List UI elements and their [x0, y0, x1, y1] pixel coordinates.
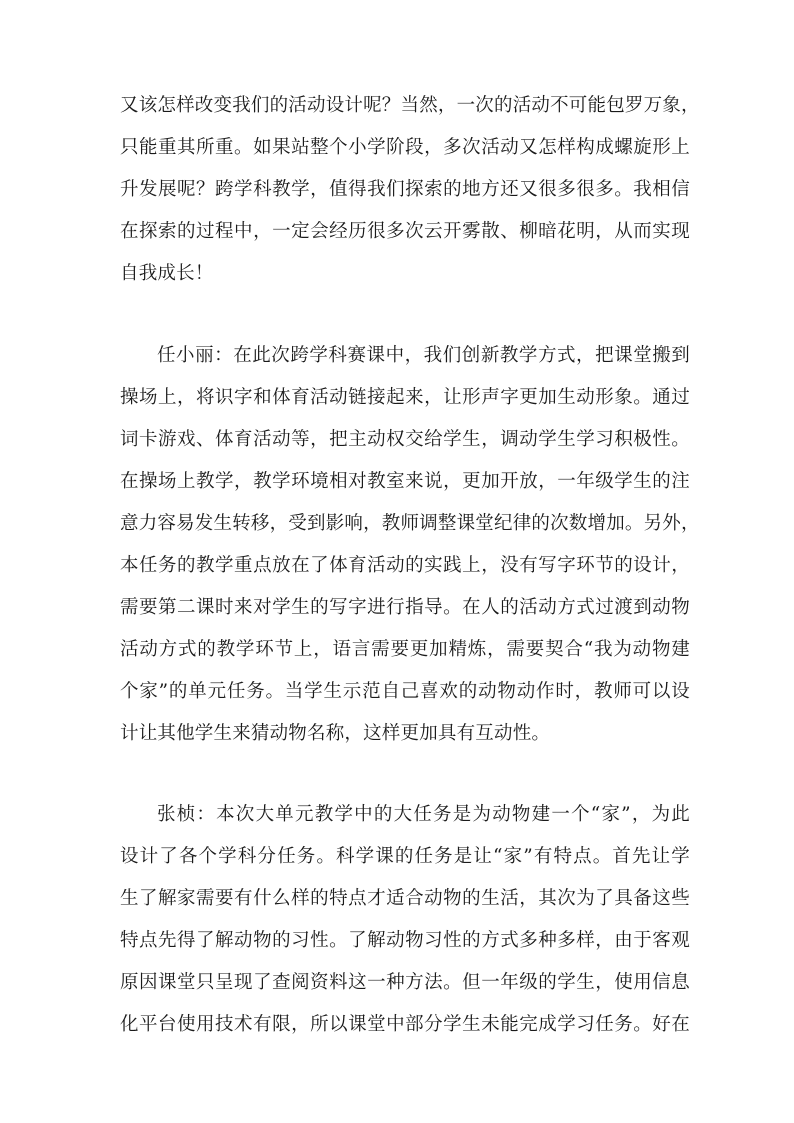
text-line: 活动方式的教学环节上，语言需要更加精炼，需要契合“我为动物建: [120, 639, 690, 660]
text-line: 化平台使用技术有限，所以课堂中部分学生未能完成学习任务。好在: [120, 1014, 690, 1035]
text-line: 意力容易发生转移，受到影响，教师调整课堂纪律的次数增加。另外，: [120, 513, 700, 534]
paragraph-zhang-zhen: [120, 794, 690, 1046]
text-line: 特点先得了解动物的习性。了解动物习性的方式多种多样，由于客观: [120, 930, 690, 951]
text-line: 生了解家需要有什么样的特点才适合动物的生活，其次为了具备这些: [120, 888, 690, 909]
paragraph-ren-xiaoli: [120, 335, 700, 755]
text-line: 操场上，将识字和体育活动链接起来，让形声字更加生动形象。通过: [120, 387, 690, 408]
text-line: 计让其他学生来猜动物名称，这样更加具有互动性。: [120, 723, 551, 744]
text-line: 只能重其所重。如果站整个小学阶段，多次活动又怎样构成螺旋形上: [120, 137, 690, 158]
text-line: 原因课堂只呈现了查阅资料这一种方法。但一年级的学生，使用信息: [120, 972, 690, 993]
text-line: 张桢：本次大单元教学中的大任务是为动物建一个“家”，为此: [157, 804, 690, 825]
text-line: 自我成长！: [120, 263, 214, 284]
text-line: 升发展呢？跨学科教学，值得我们探索的地方还又很多很多。我相信: [120, 179, 690, 200]
text-line: 需要第二课时来对学生的写字进行指导。在人的活动方式过渡到动物: [120, 597, 690, 618]
text-line: 在探索的过程中，一定会经历很多次云开雾散、柳暗花明，从而实现: [120, 221, 690, 242]
text-line: 任小丽：在此次跨学科赛课中，我们创新教学方式，把课堂搬到: [157, 345, 690, 366]
text-line: 个家”的单元任务。当学生示范自己喜欢的动物动作时，教师可以设: [120, 681, 690, 702]
text-line: 词卡游戏、体育活动等，把主动权交给学生，调动学生学习积极性。: [120, 429, 690, 450]
text-line: 又该怎样改变我们的活动设计呢？当然，一次的活动不可能包罗万象，: [120, 95, 700, 116]
text-line: 设计了各个学科分任务。科学课的任务是让“家”有特点。首先让学: [120, 846, 690, 867]
paragraph-continuation: [120, 85, 700, 295]
text-line: 本任务的教学重点放在了体育活动的实践上，没有写字环节的设计，: [120, 555, 690, 576]
text-line: 在操场上教学，教学环境相对教室来说，更加开放，一年级学生的注: [120, 471, 690, 492]
